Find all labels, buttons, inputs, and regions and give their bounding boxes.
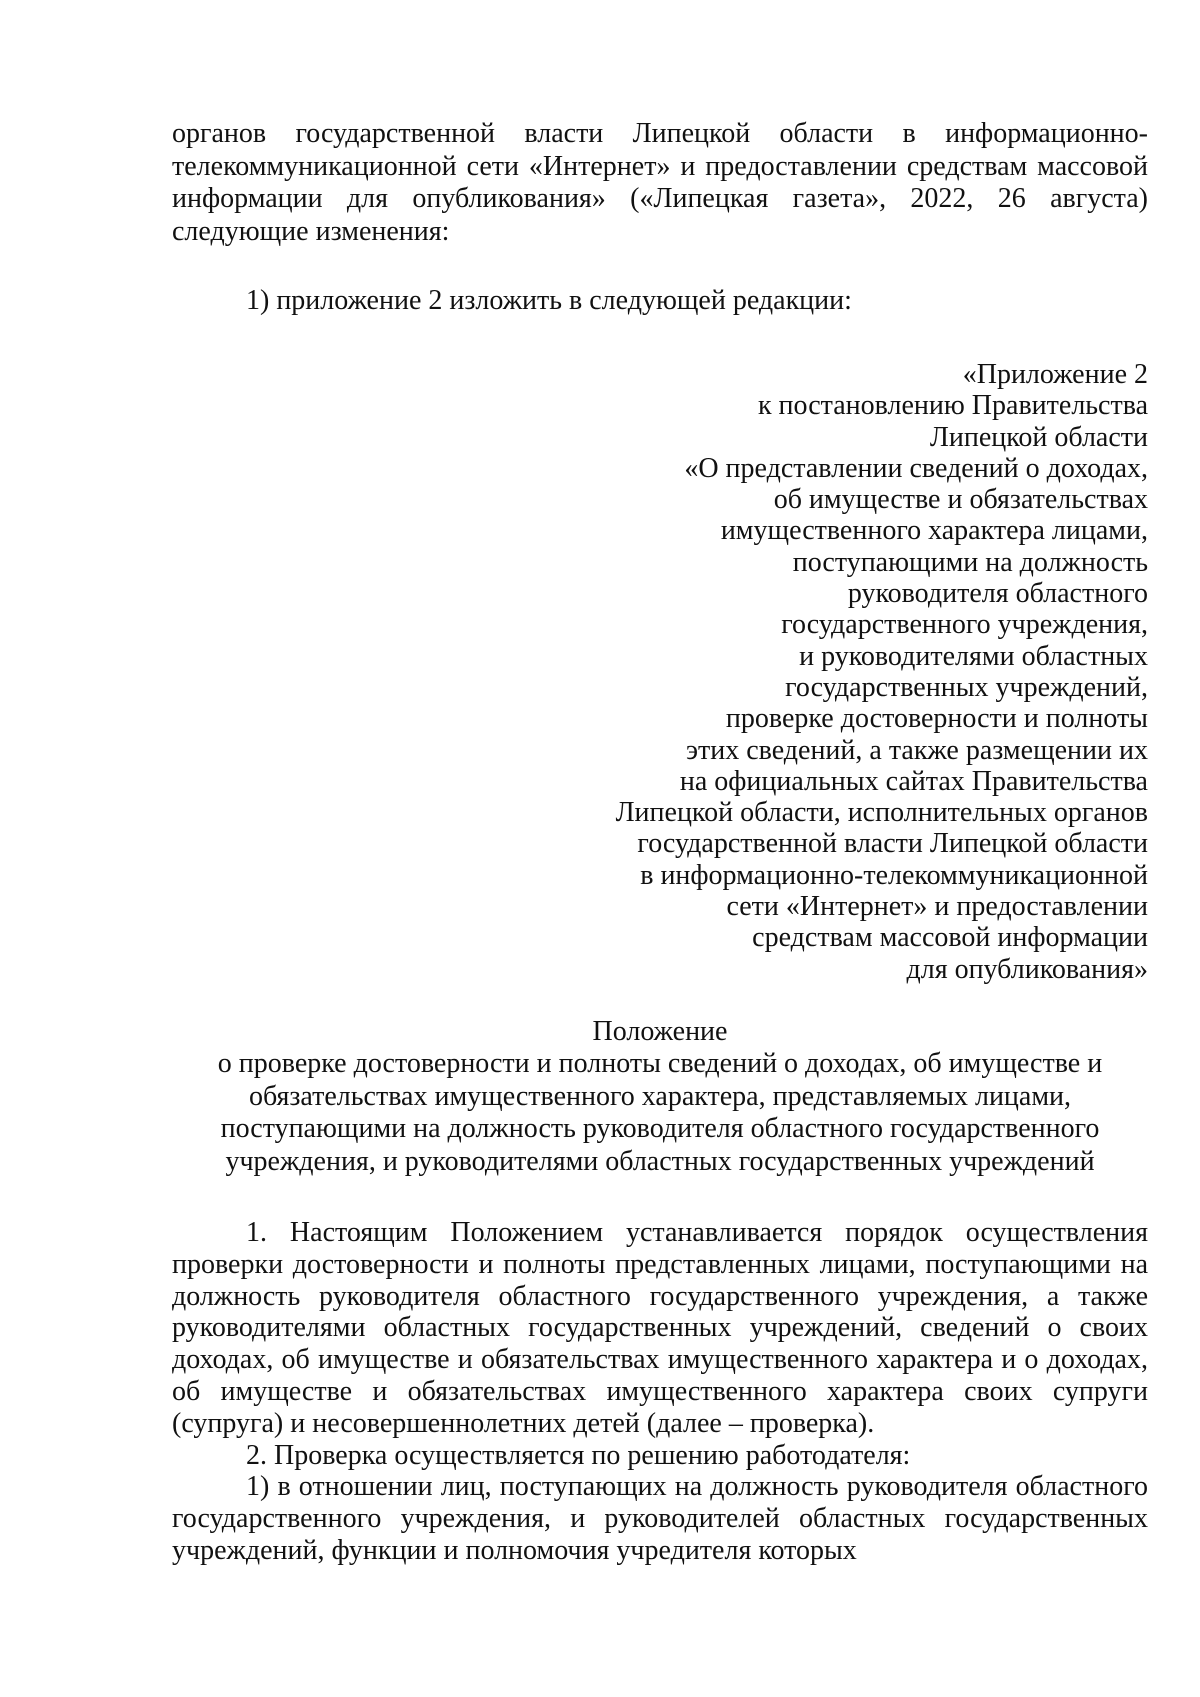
- regulation-title-line: обязательствах имущественного характера, представляемых лицами,: [248, 1080, 1072, 1112]
- regulation-title: [172, 1016, 1148, 1178]
- regulation-title-line: о проверке достоверности и полноты сведений о доходах, об имуществе и: [217, 1048, 1103, 1080]
- regulation-title-line: учреждения, и руководителями областных государственных учреждений: [225, 1145, 1095, 1177]
- appendix-line: на официальных сайтах Правительства: [679, 765, 1148, 797]
- appendix-line: государственного учреждения,: [781, 609, 1148, 641]
- appendix-line: государственных учреждений,: [785, 671, 1148, 703]
- appendix-line: и руководителями областных: [799, 640, 1148, 672]
- appendix-line: государственной власти Липецкой области: [637, 828, 1148, 860]
- appendix-line: этих сведений, а также размещении их: [685, 734, 1148, 766]
- appendix-line: об имуществе и обязательствах: [773, 484, 1148, 516]
- appendix-header: [172, 359, 1148, 985]
- appendix-line: руководителя областного: [847, 578, 1148, 610]
- regulation-heading: Положение: [592, 1015, 728, 1047]
- intro-paragraph: органов государственной власти Липецкой области в информационно-телекоммуникационной сети «Интернет» и предоставлении средствам массовой информации для опубликования» («Липецкая газета», 2022, 26 августа) следующие изменения:: [172, 118, 1148, 247]
- body-paragraph: 1) в отношении лиц, поступающих на должность руководителя областного государственного учреждения, и руководителей областных государственных учреждений, функции и полномочия учредителя которых: [172, 1471, 1148, 1566]
- body-paragraph: 1. Настоящим Положением устанавливается порядок осуществления проверки достоверности и полноты представленных лицами, поступающими на должность руководителя областного государственного учреждения, а также руководителями областных государственных учреждений, сведений о своих доходах, об имуществе и обязательствах имущественного характера и о доходах, об имуществе и обязательствах имущественного характера своих супруги (супруга) и несовершеннолетних детей (далее – проверка).: [172, 1216, 1148, 1439]
- body-paragraph: 2. Проверка осуществляется по решению работодателя:: [246, 1439, 911, 1471]
- regulation-body: [172, 1217, 1148, 1567]
- appendix-line: «О представлении сведений о доходах,: [684, 452, 1148, 484]
- appendix-line: средствам массовой информации: [752, 922, 1148, 954]
- appendix-line: к постановлению Правительства: [757, 390, 1148, 422]
- appendix-line: «Приложение 2: [962, 358, 1148, 390]
- appendix-line: для опубликования»: [906, 953, 1148, 985]
- appendix-line: проверке достоверности и полноты: [725, 703, 1148, 735]
- appendix-line: Липецкой области, исполнительных органов: [615, 797, 1148, 829]
- document-page: [172, 118, 1148, 1567]
- appendix-line: сети «Интернет» и предоставлении: [726, 891, 1148, 923]
- change-item: 1) приложение 2 изложить в следующей редакции:: [246, 285, 852, 317]
- appendix-line: в информационно-телекоммуникационной: [640, 859, 1148, 891]
- appendix-line: Липецкой области: [929, 421, 1148, 453]
- regulation-title-line: поступающими на должность руководителя областного государственного: [220, 1113, 1100, 1145]
- appendix-line: поступающими на должность: [792, 546, 1148, 578]
- appendix-line: имущественного характера лицами,: [720, 515, 1148, 547]
